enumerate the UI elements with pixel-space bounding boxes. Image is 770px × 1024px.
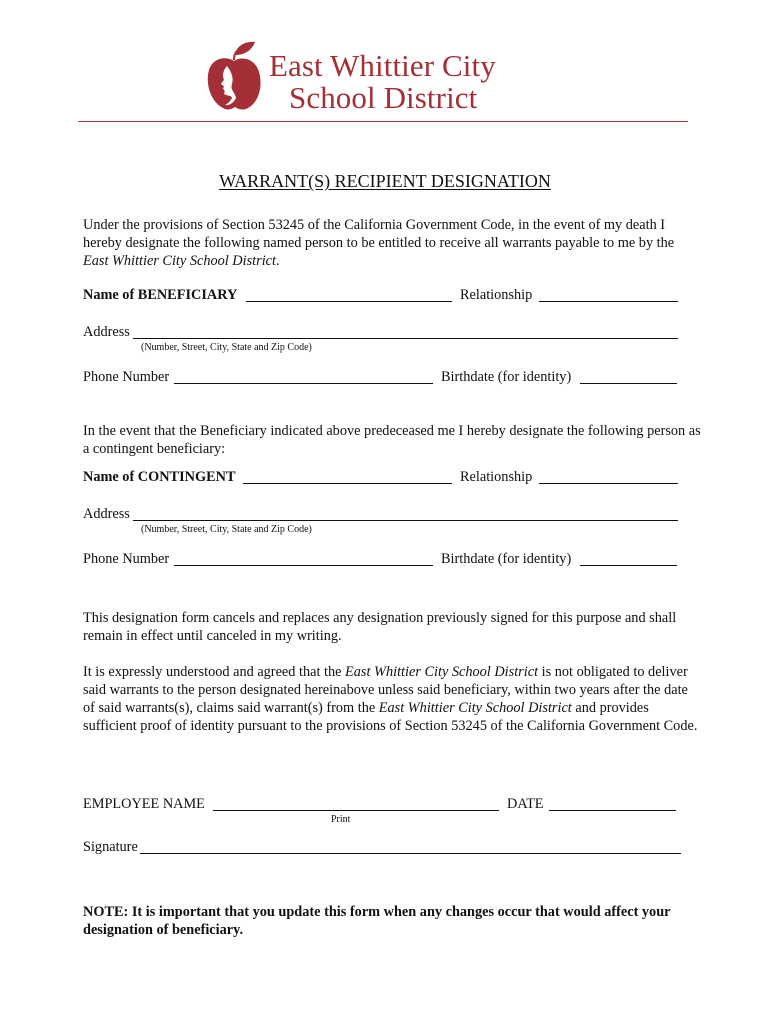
print-hint: Print: [331, 814, 351, 825]
contingent-name-field[interactable]: [243, 483, 452, 484]
employee-name-label: EMPLOYEE NAME: [83, 796, 205, 812]
beneficiary-relationship-field[interactable]: [539, 301, 678, 302]
contingent-birthdate-label: Birthdate (for identity): [441, 551, 572, 567]
terms-text-3: and provides sufficient proof of identity pursuant to the provisions of Section 53245 of the California Government Code.: [83, 700, 698, 734]
employee-name-row: [83, 796, 683, 816]
terms-district-2: East Whittier City School District: [378, 700, 572, 716]
cancel-paragraph: This designation form cancels and replaces any designation previously signed for this purpose and shall remain in effect until canceled in my writing.: [83, 610, 677, 644]
contingent-address-row: [83, 506, 683, 526]
contingent-relationship-field[interactable]: [539, 483, 678, 484]
signature-label: Signature: [83, 839, 138, 855]
contingent-address-field[interactable]: [133, 520, 678, 521]
contingent-name-label: Name of CONTINGENT: [83, 469, 236, 485]
beneficiary-name-field[interactable]: [246, 301, 452, 302]
signature-row: [83, 839, 683, 859]
beneficiary-phone-label: Phone Number: [83, 369, 170, 385]
intro-text-end: .: [276, 253, 280, 269]
district-name-line1: East Whittier City: [269, 48, 496, 83]
contingent-phone-field[interactable]: [174, 565, 433, 566]
beneficiary-name-row: [83, 287, 683, 307]
district-italic: East Whittier City School District: [83, 253, 276, 269]
contingent-phone-label: Phone Number: [83, 551, 170, 567]
beneficiary-address-hint: (Number, Street, City, State and Zip Code): [141, 342, 312, 353]
employee-name-field[interactable]: [213, 810, 499, 811]
beneficiary-phone-field[interactable]: [174, 383, 433, 384]
contingent-address-hint: (Number, Street, City, State and Zip Code): [141, 524, 312, 535]
beneficiary-relationship-label: Relationship: [460, 287, 533, 303]
intro-text: Under the provisions of Section 53245 of the California Government Code, in the event of my death I hereby designate the following named person to be entitled to receive all warrants payable to me by the: [83, 217, 675, 251]
beneficiary-birthdate-label: Birthdate (for identity): [441, 369, 572, 385]
district-logo: [205, 40, 525, 115]
contingent-address-label: Address: [83, 506, 130, 522]
contingent-name-row: [83, 469, 683, 489]
page-title: WARRANT(S) RECIPIENT DESIGNATION: [219, 171, 551, 191]
contingent-intro-paragraph: In the event that the Beneficiary indicated above predeceased me I hereby designate the following person as a contingent beneficiary:: [83, 423, 701, 457]
beneficiary-phone-row: [83, 369, 683, 389]
intro-paragraph: [83, 216, 703, 270]
date-label: DATE: [507, 796, 544, 812]
signature-field[interactable]: [140, 853, 681, 854]
district-name-line2: School District: [289, 80, 478, 115]
apple-logo-icon: [205, 40, 267, 112]
header-divider: [78, 121, 688, 122]
note-paragraph: NOTE: It is important that you update this form when any changes occur that would affect your designation of beneficiary.: [83, 904, 671, 938]
contingent-phone-row: [83, 551, 683, 571]
beneficiary-name-label: Name of BENEFICIARY: [83, 287, 238, 303]
beneficiary-address-field[interactable]: [133, 338, 678, 339]
beneficiary-address-label: Address: [83, 324, 130, 340]
contingent-birthdate-field[interactable]: [580, 565, 677, 566]
beneficiary-address-row: [83, 324, 683, 344]
beneficiary-birthdate-field[interactable]: [580, 383, 677, 384]
contingent-relationship-label: Relationship: [460, 469, 533, 485]
terms-text-1: It is expressly understood and agreed that the: [83, 664, 346, 680]
terms-text-2: is not obligated to deliver said warrants to the person designated hereinabove unless said beneficiary, within two years after the date of said warrants(s), claims said warrant(s) from the: [83, 664, 688, 716]
terms-paragraph: [83, 663, 703, 735]
date-field[interactable]: [549, 810, 676, 811]
terms-district-1: East Whittier City School District: [345, 664, 539, 680]
